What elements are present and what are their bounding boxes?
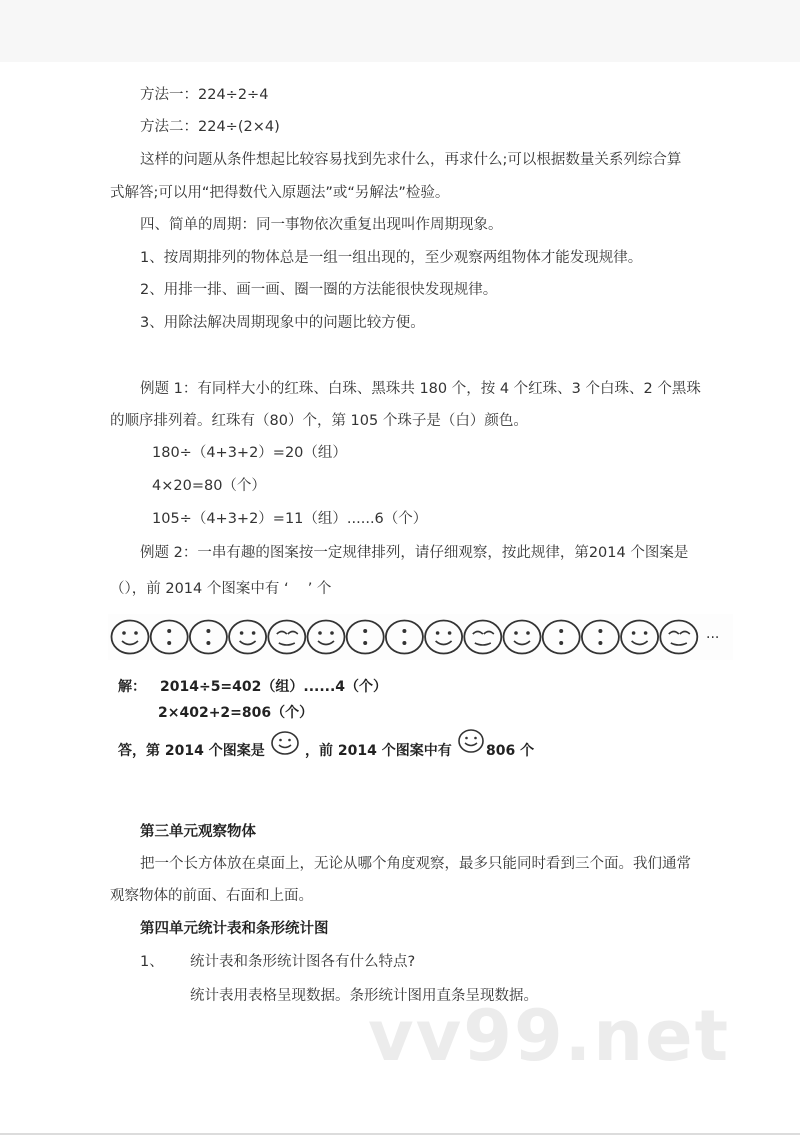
smile-face-icon	[504, 621, 541, 654]
paragraph-line: 观察物体的前面、右面和上面。	[110, 888, 313, 904]
solution-label: 解：	[118, 679, 146, 695]
solution-line: 2014÷5=402（组）......4（个）	[160, 679, 388, 695]
example-one-line: 的顺序排列着。红珠有（80）个，第 105 个珠子是（白）颜色。	[110, 413, 528, 429]
smile-face-icon	[112, 621, 149, 654]
unit-four-heading: 第四单元统计表和条形统计图	[140, 921, 329, 937]
colon-face-icon	[386, 621, 423, 654]
smile-face-icon	[425, 621, 462, 654]
colon-face-icon	[190, 621, 227, 654]
page-top-margin	[0, 0, 800, 62]
answer-text: 806 个	[486, 743, 535, 759]
calculation-line: 105÷（4+3+2）=11（组）......6（个）	[152, 511, 428, 527]
method-two: 方法二：224÷(2×4)	[140, 119, 280, 135]
answer-line: 统计表用表格呈现数据。条形统计图用直条呈现数据。	[190, 988, 538, 1004]
example-one-line: 例题 1：有同样大小的红珠、白珠、黑珠共 180 个，按 4 个红珠、3 个白珠、2 个黑珠	[140, 381, 701, 397]
sleep-face-icon	[660, 621, 697, 654]
page-bottom-edge	[0, 1133, 800, 1135]
method-one: 方法一：224÷2÷4	[140, 87, 269, 103]
solution-line: 2×402+2=806（个）	[158, 705, 314, 721]
example-two-line: 例题 2：一串有趣的图案按一定规律排列，请仔细观察，按此规律，第2014 个图案是	[140, 545, 689, 561]
colon-face-icon	[543, 621, 580, 654]
watermark: vv99.net	[368, 995, 731, 1077]
example-two-line: （），前 2014 个图案中有 ‘ ’ 个	[110, 581, 332, 597]
pattern-continuation: ···	[706, 630, 720, 646]
list-item: 3、用除法解决周期现象中的问题比较方便。	[140, 315, 425, 331]
paragraph-line: 式解答;可以用“把得数代入原题法”或“另解法”检验。	[110, 185, 450, 201]
sleep-face-icon	[268, 621, 305, 654]
calculation-line: 180÷（4+3+2）=20（组）	[152, 445, 347, 461]
sleep-face-icon	[464, 621, 501, 654]
question-number: 1、	[140, 954, 164, 970]
colon-face-icon	[347, 621, 384, 654]
answer-text: ，前 2014 个图案中有	[305, 743, 452, 759]
section-heading: 四、简单的周期：同一事物依次重复出现叫作周期现象。	[140, 217, 503, 233]
paragraph-line: 把一个长方体放在桌面上，无论从哪个角度观察，最多只能同时看到三个面。我们通常	[140, 856, 691, 872]
face-pattern-image	[108, 614, 733, 660]
question-text: 统计表和条形统计图各有什么特点?	[190, 954, 416, 970]
face-pattern-strip	[108, 614, 733, 660]
smile-face-icon	[457, 728, 485, 754]
list-item: 2、用排一排、画一画、圈一圈的方法能很快发现规律。	[140, 282, 498, 298]
paragraph-line: 这样的问题从条件想起比较容易找到先求什么，再求什么;可以根据数量关系列综合算	[140, 152, 682, 168]
unit-three-heading: 第三单元观察物体	[140, 824, 256, 840]
smile-face-icon	[270, 730, 300, 756]
smile-face-icon	[229, 621, 266, 654]
colon-face-icon	[582, 621, 619, 654]
list-item: 1、按周期排列的物体总是一组一组出现的，至少观察两组物体才能发现规律。	[140, 250, 643, 266]
smile-face-icon	[308, 621, 345, 654]
colon-face-icon	[151, 621, 188, 654]
answer-text: 答，第 2014 个图案是	[118, 743, 265, 759]
smile-face-icon	[621, 621, 658, 654]
calculation-line: 4×20=80（个）	[152, 478, 266, 494]
